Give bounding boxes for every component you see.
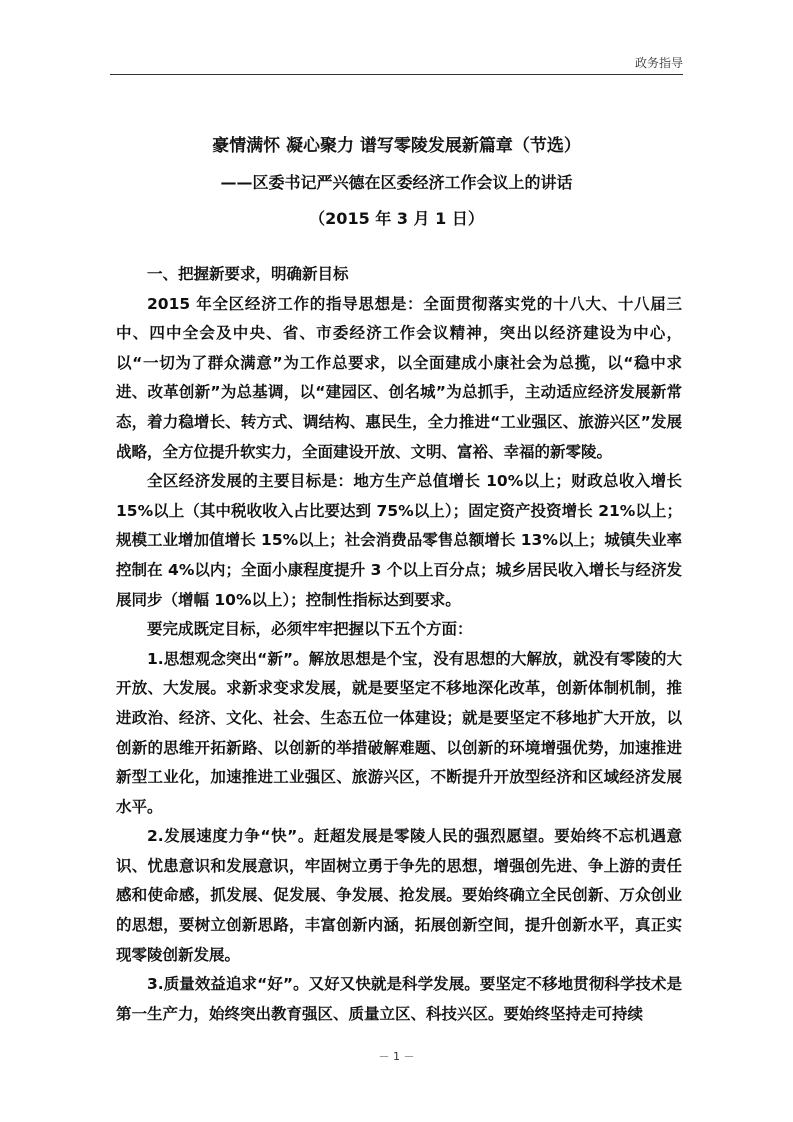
title-block [110,132,683,234]
document-title: 豪情满怀 凝心聚力 谱写零陵发展新篇章（节选） [212,136,581,156]
document-body [116,260,682,1029]
document-subtitle: ——区委书记严兴德在区委经济工作会议上的讲话 [220,173,573,192]
body-paragraph: 2.发展速度力争“快”。赶超发展是零陵人民的强烈愿望。要始终不忘机遇意识、忧患意识和发展意识，牢固树立勇于争先的思想，增强创先进、争上游的责任感和使命感，抓发展、促发展、争发展、抢发展。要始终确立全民创新、万众创业的思想，要树立创新思路，丰富创新内涵，拓展创新空间，提升创新水平，真正实现零陵创新发展。 [116,827,682,964]
body-paragraph: 全区经济发展的主要目标是：地方生产总值增长 10%以上；财政总收入增长 15%以上（其中税收收入占比要达到 75%以上）；固定资产投资增长 21%以上；规模工业增加值增长 15%以上；社会消费品零售总额增长 13%以上；城镇失业率控制在 4%以内；全面小康程度提升 3 个以上百分点；城乡居民收入增长与经济发展同步（增幅 10%以上）；控制性指标达到要求。 [116,472,682,609]
body-paragraph: 要完成既定目标，必须牢牢把握以下五个方面： [147,620,473,639]
body-paragraph: 1.思想观念突出“新”。解放思想是个宝，没有思想的大解放，就没有零陵的大开放、大发展。求新求变求发展，就是要坚定不移地深化改革，创新体制机制，推进政治、经济、文化、社会、生态五位一体建设；就是要坚定不移地扩大开放，以创新的思维开拓新路、以创新的举措破解难题、以创新的环境增强优势，加速推进新型工业化，加速推进工业强区、旅游兴区，不断提升开放型经济和区域经济发展水平。 [116,649,682,816]
running-header: 政务指导 [634,56,683,70]
header-divider [110,74,683,75]
document-date: （2015 年 3 月 1 日） [309,209,484,228]
section-heading: 一、把握新要求，明确新目标 [147,265,349,283]
page-number: － 1 － [378,1050,415,1063]
body-paragraph: 2015 年全区经济工作的指导思想是：全面贯彻落实党的十八大、十八届三中、四中全会及中央、省、市委经济工作会议精神，突出以经济建设为中心，以“一切为了群众满意”为工作总要求，以全面建成小康社会为总揽，以“稳中求进、改革创新”为总基调，以“建园区、创名城”为总抓手，主动适应经济发展新常态，着力稳增长、转方式、调结构、惠民生，全力推进“工业强区、旅游兴区”发展战略，全方位提升软实力，全面建设开放、文明、富裕、幸福的新零陵。 [116,294,682,461]
body-paragraph: 3.质量效益追求“好”。又好又快就是科学发展。要坚定不移地贯彻科学技术是第一生产力，始终突出教育强区、质量立区、科技兴区。要始终坚持走可持续 [116,975,682,1023]
